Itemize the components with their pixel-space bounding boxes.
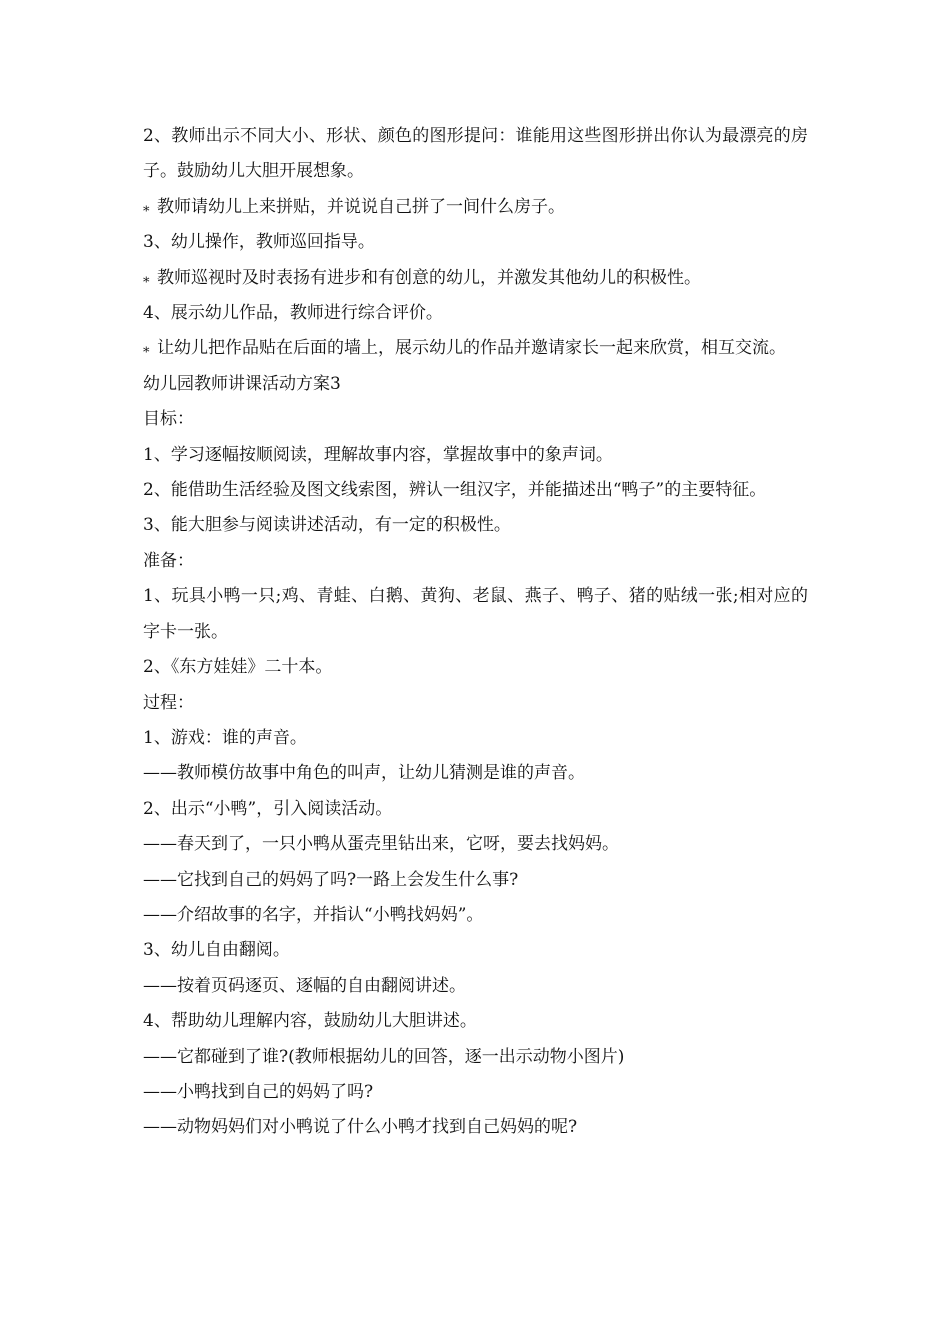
paragraph <box>143 296 808 331</box>
paragraph-text: 目标： <box>143 409 194 430</box>
paragraph-text: ——教师模仿故事中角色的叫声，让幼儿猜测是谁的声音。 <box>143 763 585 784</box>
paragraph <box>143 1075 808 1110</box>
subheading <box>143 544 808 579</box>
paragraph <box>143 969 808 1004</box>
paragraph <box>143 650 808 685</box>
paragraph <box>143 438 808 473</box>
paragraph-text: 4、帮助幼儿理解内容，鼓励幼儿大胆讲述。 <box>143 1011 477 1032</box>
paragraph-text: 1、玩具小鸭一只;鸡、青蛙、白鹅、黄狗、老鼠、燕子、鸭子、猪的贴绒一张;相对应的字卡一张。 <box>143 586 808 642</box>
paragraph-text: 2、能借助生活经验及图文线索图，辨认一组汉字，并能描述出“鸭子”的主要特征。 <box>143 480 767 501</box>
paragraph-text: ——春天到了，一只小鸭从蛋壳里钻出来，它呀，要去找妈妈。 <box>143 834 619 855</box>
asterism-bullet-icon: ⁎ <box>143 199 150 215</box>
paragraph-text: 让幼儿把作品贴在后面的墙上，展示幼儿的作品并邀请家长一起来欣赏，相互交流。 <box>157 338 786 359</box>
paragraph-text: 准备： <box>143 550 194 571</box>
asterism-bullet-icon: ⁎ <box>143 270 150 286</box>
paragraph-text: 幼儿园教师讲课活动方案3 <box>143 373 341 394</box>
paragraph <box>143 473 808 508</box>
paragraph-text: 教师请幼儿上来拼贴，并说说自己拼了一间什么房子。 <box>157 196 565 217</box>
paragraph <box>143 1004 808 1039</box>
subheading <box>143 686 808 721</box>
paragraph-text: 4、展示幼儿作品，教师进行综合评价。 <box>143 303 443 324</box>
paragraph-text: ——动物妈妈们对小鸭说了什么小鸭才找到自己妈妈的呢? <box>143 1117 578 1138</box>
section-heading <box>143 367 808 402</box>
paragraph-text: ——它都碰到了谁?(教师根据幼儿的回答，逐一出示动物小图片) <box>143 1046 625 1067</box>
paragraph <box>143 1110 808 1145</box>
paragraph-text: 教师巡视时及时表扬有进步和有创意的幼儿，并激发其他幼儿的积极性。 <box>157 267 701 288</box>
paragraph <box>143 119 808 190</box>
paragraph <box>143 508 808 543</box>
paragraph-text: ——它找到自己的妈妈了吗?一路上会发生什么事? <box>143 869 519 890</box>
document-body <box>143 119 808 1146</box>
paragraph-text: 1、学习逐幅按顺阅读，理解故事内容，掌握故事中的象声词。 <box>143 444 613 465</box>
paragraph <box>143 261 808 296</box>
paragraph-text: 2、出示“小鸭”，引入阅读活动。 <box>143 798 393 819</box>
asterism-bullet-icon: ⁎ <box>143 341 150 357</box>
paragraph-text: 2、《东方娃娃》二十本。 <box>143 657 333 678</box>
paragraph-text: ——按着页码逐页、逐幅的自由翻阅讲述。 <box>143 975 466 996</box>
paragraph-text: 过程： <box>143 692 194 713</box>
paragraph-text: 3、能大胆参与阅读讲述活动，有一定的积极性。 <box>143 515 511 536</box>
paragraph <box>143 933 808 968</box>
paragraph <box>143 898 808 933</box>
paragraph <box>143 579 808 650</box>
paragraph <box>143 190 808 225</box>
paragraph-text: 2、教师出示不同大小、形状、颜色的图形提问：谁能用这些图形拼出你认为最漂亮的房子。鼓励幼儿大胆开展想象。 <box>143 126 808 182</box>
paragraph <box>143 827 808 862</box>
paragraph-text: 3、幼儿操作，教师巡回指导。 <box>143 232 375 253</box>
paragraph <box>143 331 808 366</box>
paragraph <box>143 1040 808 1075</box>
paragraph-text: ——小鸭找到自己的妈妈了吗? <box>143 1081 374 1102</box>
paragraph-text: 3、幼儿自由翻阅。 <box>143 940 290 961</box>
paragraph <box>143 225 808 260</box>
paragraph <box>143 721 808 756</box>
paragraph-text: 1、游戏：谁的声音。 <box>143 727 307 748</box>
paragraph <box>143 756 808 791</box>
paragraph-text: ——介绍故事的名字，并指认“小鸭找妈妈”。 <box>143 904 484 925</box>
subheading <box>143 402 808 437</box>
paragraph <box>143 792 808 827</box>
paragraph <box>143 863 808 898</box>
